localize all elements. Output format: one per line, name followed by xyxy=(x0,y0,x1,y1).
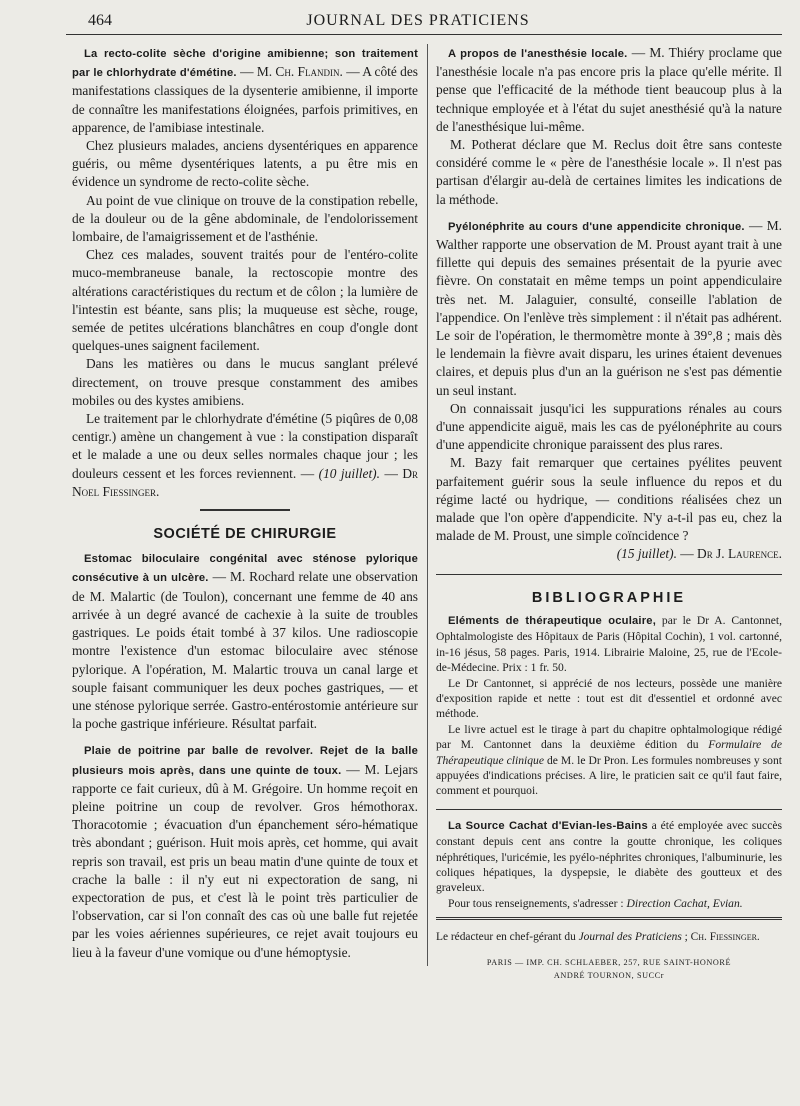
article-date: (10 juillet). xyxy=(318,465,380,481)
advertisement-source-cachat xyxy=(436,818,782,911)
left-column xyxy=(72,44,418,962)
bibliography-title: BIBLIOGRAPHIE xyxy=(531,589,687,606)
book-title: Eléments de thérapeutique oculaire, xyxy=(448,614,657,627)
article-paragraph: Plaie de poitrine par balle de revolver. Rejet de la balle plusieurs mois après, dans une quinte de toux. — M. Lejars rapporte ce fait curieux, dû à M. Grégoire. Un homme reçoit en pleine poitrine un coup de revolver. Gros hémothorax. Thoracotomie ; évacuation d'un épanchement séro-hématique très abondant ; guérison. Huit mois après, cet homme, qui avait repris son travail, est pris un beau matin d'une quinte de toux et crache la balle : il n'y eut ni expectoration de sang, ni expectoration de pus, et c'est là le point très particulier de l'observation, car si l'on connaît des cas où une balle fut rejetée par les voies aériennes supérieures, ce rejet avait toujours eu lieu à la faveur d'une vomique ou d'une hémoptysie. xyxy=(72,745,418,960)
editor-line: Le rédacteur en chef-gérant du Journal des Praticiens ; Ch. Fiessinger. xyxy=(436,931,760,944)
printer-imprint: PARIS — IMP. CH. SCHLAEBER, 257, RUE SAINT-HONORÉ ANDRÉ TOURNON, SUCCr xyxy=(486,958,732,981)
article-paragraph: On connaissait jusqu'ici les suppurations rénales au cours d'une appendicite aiguë, mais les cas de pyélonéphrite au cours d'une appendicite chronique paraissent des plus rares. xyxy=(436,400,782,453)
article-author: M. Ch. Flandin. xyxy=(256,64,343,80)
article-paragraph: Pyélonéphrite au cours d'une appendicite chronique. — M. Walther rapporte une observation de M. Proust ayant trait à une fillette qui depuis des semaines présentait de la pyurie avec fièvre. On constatait en même temps un point appendiculaire très net. M. Jalaguier, consulté, conseille l'ablation de l'appendice. On l'enlève très simplement : il n'était pas adhérent. Le soir de l'opération, le thermomètre monte à 39°,8 ; mais dès le lendemain la fièvre avait disparu, les urines étaient devenues claires, et depuis plus d'un an la guérison ne s'est pas démentie un seul instant. xyxy=(436,217,782,398)
article-title: Pyélonéphrite au cours d'une appendicite chronique. xyxy=(448,220,745,233)
article-date: (15 juillet). xyxy=(616,546,677,562)
article-paragraph: Au point de vue clinique on trouve de la constipation rebelle, de la douleur ou de la gêne abdominale, de l'endolorissement lombaire, de l'amaigrissement et de l'asthénie. xyxy=(72,192,418,245)
article-paragraph: Le livre actuel est le tirage à part du chapitre ophtalmologique rédigé par M. Cantonnet dans la deuxième édition du Formulaire de Thérapeutique clinique de M. le Dr Pron. Les formules nombreuses y sont appuyées d'indications précises. A lire, le praticien sait ce qu'il faut faire, comment et pourquoi. xyxy=(436,722,782,798)
article-title: La recto-colite sèche d'origine amibienne; son traitement par le chlorhydrate d'émétine. xyxy=(72,48,418,80)
article-paragraph: Chez ces malades, souvent traités pour de l'entéro-colite muco-membraneuse banale, la rectoscopie montre des altérations caractéristiques du rectum et de côlon ; la lumière de l'intestin est béante, sans plis; la muqueuse est sèche, rouge, semée de petites ulcérations blanchâtres en coup d'ongle dont quelques-unes saignent facilement. xyxy=(72,247,418,354)
right-column xyxy=(436,44,782,982)
article-paragraph: Eléments de thérapeutique oculaire, par le Dr A. Cantonnet, Ophtalmologiste des Hôpitaux de Paris (Hôpital Cochin), 1 vol. cartonné, in-16 jésus, 58 pages. Paris, 1914. Librairie Maloine, 25, rue de l'Ecole-de-Médecine. Prix : 1 fr. 50. xyxy=(436,613,782,675)
article-paragraph: Dans les matières ou dans le mucus sanglant prélevé directement, on trouve presque constamment des amibes mobiles ou des kystes amibiens. xyxy=(72,356,418,408)
advertisement-title: La Source Cachat d'Evian-les-Bains xyxy=(448,819,648,832)
column-divider xyxy=(427,44,428,966)
article-paragraph: A propos de l'anesthésie locale. — M. Thiéry proclame que l'anesthésie locale n'a pas encore pris la place qu'elle mérite. Il pense que l'efficacité de la méthode tient beaucoup plus à la technique employée et à l'état du sujet anesthésié qu'à la nature de l'anesthésique lui-même. xyxy=(436,45,782,134)
article-title: A propos de l'anesthésie locale. xyxy=(448,48,628,60)
article-paragraph: La Source Cachat d'Evian-les-Bains a été employée avec succès constant depuis cent ans contre la goutte chronique, les coliques néphrétiques, l'uricémie, les pyélo-néphrites chroniques, l'albuminurie, les coliques hépatiques, la dyspepsie, le diabète des goutteux et des graveleux. xyxy=(436,818,782,895)
journal-title: JOURNAL DES PRATICIENS xyxy=(306,12,530,29)
article-pyelonephrite xyxy=(436,217,782,564)
article-paragraph: M. Bazy fait remarquer que certaines pyélites peuvent parfaitement guérir sous la seule influence du repos et du régime lacté ou hydrique, — conditions réalisées chez un malade que l'on opère d'appendicite. N'y a-t-il pas eu, chez la malade de M. Proust, une simple coïncidence ? xyxy=(436,455,782,544)
article-title: Estomac biloculaire congénital avec sténose pylorique consécutive à un ulcère. xyxy=(72,553,418,585)
article-estomac-biloculaire xyxy=(72,549,418,733)
section-divider xyxy=(436,809,782,810)
page-number: 464 xyxy=(88,12,112,29)
article-signature: — Dr J. Laurence. xyxy=(680,546,782,562)
article-signature: — Dr Noel Fiessinger. xyxy=(72,465,419,499)
article-paragraph: Estomac biloculaire congénital avec sténose pylorique consécutive à un ulcère. — M. Rochard relate une observation de M. Malartic (de Toulon), concernant une femme de 40 ans arrivée à un degré avancé de cachexie à la suite de troubles gastriques. Le poids était tombé à 37 kilos. Une radioscopie montre l'existence d'un estomac biloculaire avec sténose pylorique. A l'opération, M. Malartic trouva un canal large et souple faisant communiquer les deux poches gastriques, — et une sténose pylorique serrée. Gastro-entérostomie antérieure sur la poche gastrique inférieure. Résultat parfait. xyxy=(72,553,418,732)
article-paragraph: M. Potherat déclare que M. Reclus doit être sans conteste considéré comme le « père de l'anesthésie locale ». Il n'est pas partisan d'élargir au-delà de certaines limites les indications de la méthode. xyxy=(436,137,782,207)
page-header xyxy=(66,10,770,36)
article-signature-line xyxy=(436,545,782,563)
section-divider xyxy=(436,574,782,575)
header-rule xyxy=(66,34,782,35)
article-recto-colite xyxy=(72,44,418,501)
footer-divider xyxy=(436,917,782,920)
bibliography-entry xyxy=(436,613,782,799)
article-plaie-poitrine xyxy=(72,741,418,961)
section-title: SOCIÉTÉ DE CHIRURGIE xyxy=(153,526,337,543)
article-anesthesie-locale xyxy=(436,44,782,209)
article-title: Plaie de poitrine par balle de revolver. Rejet de la balle plusieurs mois après, dans une quinte de toux. xyxy=(72,745,418,777)
article-paragraph: Le Dr Cantonnet, si apprécié de nos lecteurs, possède une manière d'exposition rapide et nette : tout est dit d'essentiel et ordonné avec méthode. xyxy=(436,676,782,721)
article-paragraph: La recto-colite sèche d'origine amibienne; son traitement par le chlorhydrate d'émétine. — M. Ch. Flandin. — A côté des manifestations classiques de la dysenterie amibienne, il importe de connaître les manifestations éloignées, parfois primitives, en apparence, de l'amibiase intestinale. xyxy=(72,48,419,135)
section-divider xyxy=(200,509,290,511)
article-paragraph: Chez plusieurs malades, anciens dysentériques en apparence guéris, ou même dysentériques latents, a pu être mis en évidence un syndrome de recto-colite sèche. xyxy=(72,138,418,190)
article-paragraph: Le traitement par le chlorhydrate d'émétine (5 piqûres de 0,08 centigr.) amène un changement à vue : la constipation disparaît et le malade a une ou deux selles normales chaque jour ; les douleurs cessent et les forces reviennent. — (10 juillet). — Dr Noel Fiessinger. xyxy=(72,411,419,499)
article-paragraph: Pour tous renseignements, s'adresser : Direction Cachat, Evian. xyxy=(448,896,743,910)
